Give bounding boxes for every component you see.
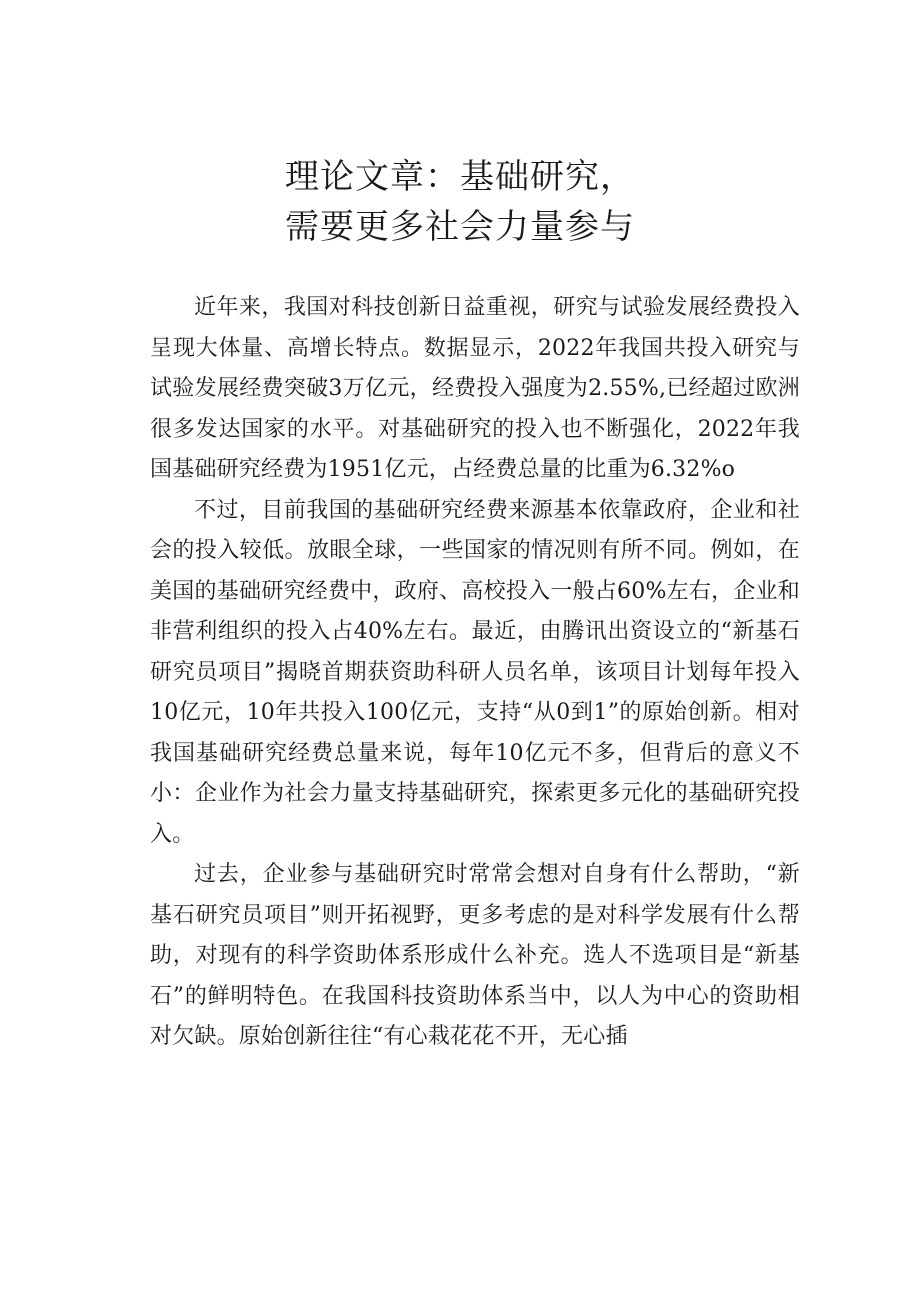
title-line-1: 理论文章：基础研究， — [285, 157, 635, 197]
paragraph-1: 近年来，我国对科技创新日益重视，研究与试验发展经费投入呈现大体量、高增长特点。数据显示，2022年我国共投入研究与试验发展经费突破3万亿元，经费投入强度为2.55%,已经超过欧洲很多发达国家的水平。对基础研究的投入也不断强化，2022年我国基础研究经费为1951亿元，占经费总量的比重为6.32%o — [150, 295, 800, 482]
title-line-2: 需要更多社会力量参与 — [285, 207, 635, 247]
paragraph-3: 过去，企业参与基础研究时常常会想对自身有什么帮助，“新基石研究员项目”则开拓视野，更多考虑的是对科学发展有什么帮助，对现有的科学资助体系形成什么补充。选人不选项目是“新基石”的鲜明特色。在我国科技资助体系当中，以人为中心的资助相对欠缺。原始创新往往“有心栽花花不开，无心插 — [150, 862, 800, 1049]
page-title — [0, 152, 920, 252]
article-body — [150, 288, 800, 1058]
paragraph-2: 不过，目前我国的基础研究经费来源基本依靠政府，企业和社会的投入较低。放眼全球，一些国家的情况则有所不同。例如，在美国的基础研究经费中，政府、高校投入一般占60%左右，企业和非营利组织的投入占40%左右。最近，由腾讯出资设立的“新基石研究员项目”揭晓首期获资助科研人员名单，该项目计划每年投入10亿元，10年共投入100亿元，支持“从0到1”的原始创新。相对我国基础研究经费总量来说，每年10亿元不多，但背后的意义不小：企业作为社会力量支持基础研究，探索更多元化的基础研究投入。 — [150, 497, 800, 847]
